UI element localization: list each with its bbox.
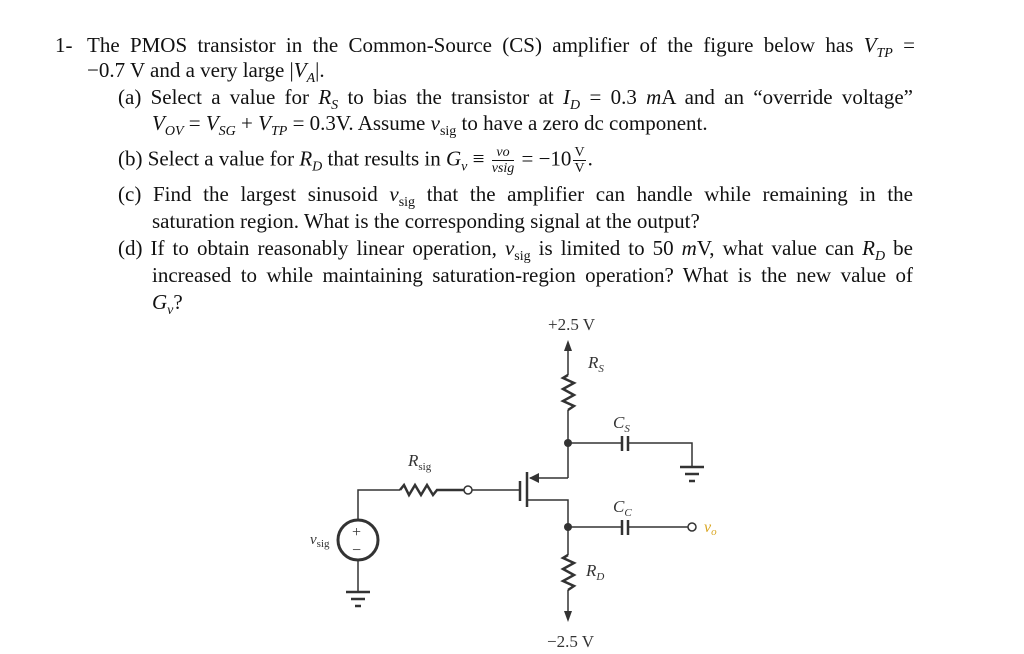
vss-label: −2.5 V (547, 632, 595, 651)
rs-resistor (563, 375, 574, 410)
cc-capacitor (622, 520, 628, 535)
vsig-source (338, 520, 378, 560)
rs-label: $R_S$ (588, 353, 604, 375)
text-segment: sig (514, 249, 531, 264)
cs-label: $C_S$ (613, 413, 630, 435)
text: R (299, 146, 313, 171)
text: that results in (322, 146, 446, 171)
ground-icon (346, 592, 370, 606)
text-segment: |. (315, 58, 325, 82)
text-segment: S (331, 98, 339, 113)
text: ≡ (467, 146, 490, 171)
output-terminal (688, 523, 696, 531)
text-segment: SG (218, 124, 236, 139)
text-segment: V (258, 111, 271, 135)
text-segment: G (152, 290, 168, 314)
text-segment: = 0.3 (580, 85, 647, 109)
rd-label: $R_D$ (586, 561, 605, 583)
text: D (312, 159, 323, 175)
text-segment: increased to while maintaining saturation-region operation? What is the new value of (152, 263, 913, 287)
text-segment: V (293, 58, 307, 82)
text-segment: D (570, 98, 581, 113)
text-segment: R (318, 85, 332, 109)
pmos-transistor (520, 472, 568, 555)
text-segment: + (235, 111, 259, 135)
fraction-denominator: V (574, 161, 585, 176)
text-segment: TP (876, 46, 893, 61)
text-segment: m (681, 236, 697, 260)
text-segment: v (167, 303, 174, 318)
text-segment: A and an “override voltage” (661, 85, 913, 109)
rsig-resistor (400, 485, 464, 495)
vo-label: vo (704, 519, 717, 538)
text-segment: that the amplifier can handle while remaining in the (415, 182, 914, 206)
fraction-numerator: V (574, 145, 585, 160)
text-segment: I (563, 85, 571, 109)
fraction-denominator: vsig (491, 161, 515, 176)
vss-arrow (564, 590, 572, 622)
text: . (587, 146, 593, 171)
text-segment: ? (173, 290, 183, 314)
text-segment: sig (439, 124, 457, 139)
svg-text:+: + (352, 524, 362, 541)
ground-icon (680, 467, 704, 481)
text-segment: (a) Select a value for (118, 85, 319, 109)
text-segment: V, what value can (696, 236, 863, 260)
rd-resistor (563, 555, 574, 590)
text-segment: V (205, 111, 219, 135)
text-segment: v (430, 111, 440, 135)
text-segment: (d) If to obtain reasonably linear operation, (118, 236, 505, 260)
text: = −10 (516, 146, 572, 171)
fraction-numerator: vo (492, 145, 515, 161)
text-segment: TP (270, 124, 288, 139)
text-segment: (c) Find the largest sinusoid (118, 182, 390, 206)
vsig-label: $v_{sig}$ (310, 532, 330, 550)
text-segment: to bias the transistor at (338, 85, 564, 109)
svg-text:−: − (352, 542, 362, 559)
text-segment: D (875, 249, 886, 264)
problem-number: 1- (55, 33, 73, 57)
cs-capacitor (622, 436, 628, 451)
gate-terminal (464, 486, 472, 494)
text-segment: v (504, 236, 515, 260)
cc-label: $C_C$ (613, 497, 632, 519)
rsig-label: $R_{sig}$ (408, 451, 432, 473)
text-segment: v (389, 182, 399, 206)
text-segment: = 0.3V. Assume (287, 111, 431, 135)
text-segment: V (152, 111, 165, 135)
text: G (445, 146, 462, 171)
vdd-arrow (564, 340, 572, 375)
vdd-label: +2.5 V (548, 315, 596, 334)
text-segment: = (183, 111, 206, 135)
text-segment: A (306, 71, 316, 86)
text-segment: = (892, 33, 916, 57)
text-segment: The PMOS transistor in the Common-Source (CS) amplifier of the figure below has (87, 33, 864, 57)
text-segment: V (863, 33, 877, 57)
text-segment: OV (164, 124, 184, 139)
text: v (461, 159, 468, 175)
text-segment: R (862, 236, 875, 260)
text-segment: −0.7 V and a very large | (87, 58, 294, 82)
text-segment: m (646, 85, 662, 109)
text: (b) Select a value for (118, 146, 300, 171)
text-segment: be (885, 236, 913, 260)
text-segment: is limited to 50 (530, 236, 682, 260)
text-segment: sig (398, 195, 416, 210)
text-segment: saturation region. What is the corresponding signal at the output? (152, 209, 700, 233)
text-segment: to have a zero dc component. (456, 111, 708, 135)
